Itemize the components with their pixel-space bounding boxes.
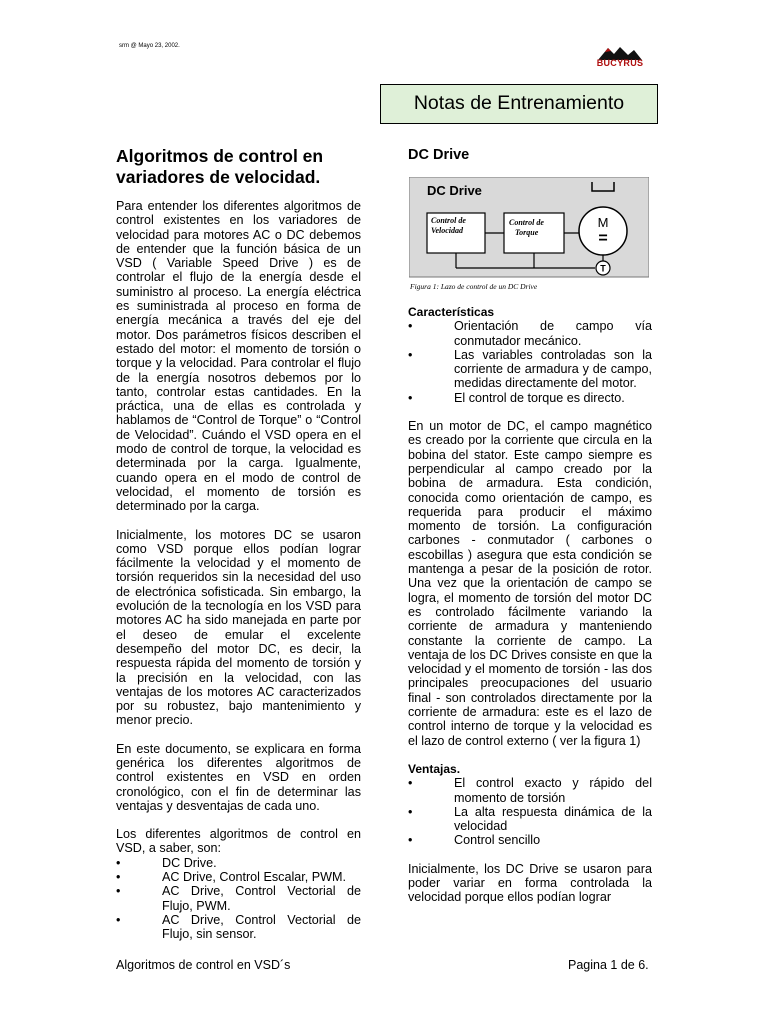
advantages-heading: Ventajas. <box>408 761 461 776</box>
tachometer-label: T <box>600 263 606 274</box>
logo-text: BUCYRUS <box>596 58 644 68</box>
bullet-icon: • <box>408 804 413 819</box>
list-item: • AC Drive, Control Vectorial de Flujo, sin sensor. <box>116 912 361 942</box>
header-date-note: srm @ Mayo 23, 2002. <box>119 43 180 49</box>
paragraph: Inicialmente, los DC Drive se usaron para poder variar en forma controlada la velocidad porque ellos podían lograr <box>408 861 652 905</box>
footer-title: Algoritmos de control en VSD´s <box>116 958 291 972</box>
bucyrus-logo <box>594 46 646 68</box>
bullet-icon: • <box>116 870 121 885</box>
dc-drive-figure <box>409 177 649 284</box>
figure-caption: Figura 1: Lazo de control de un DC Drive <box>410 282 538 291</box>
bullet-icon: • <box>408 833 413 848</box>
list-item: • AC Drive, Control Vectorial de Flujo, PWM. <box>116 884 361 913</box>
page-number: Pagina 1 de 6. <box>568 958 649 972</box>
speed-control-label-2: Velocidad <box>431 226 463 235</box>
torque-control-label-2: Torque <box>515 228 539 237</box>
left-column <box>116 199 361 942</box>
list-item: • El control de torque es directo. <box>408 390 625 405</box>
list-item: • DC Drive. <box>116 855 217 870</box>
bullet-icon: • <box>408 390 413 405</box>
paragraph: Para entender los diferentes algoritmos de control existentes en los variadores de velocidad para motores AC o DC debemos de entender que la función básica de un VSD ( Variable Speed Drive ) es de controlar el flujo de la energía desde el suministro al proceso. La energía eléctrica es suministrada al proceso en forma de energía mecánica a través del eje del motor. Dos parámetros físicos describen el estado del motor: el momento de torsión o torque y la velocidad. Para controlar el flujo de la energía nosotros debemos por lo tanto, controlar estas cantidades. En la práctica, una de ellas es controlada y hablamos de “Control de Torque” o “Control de Velocidad”. Cuándo el VSD opera en el modo de control de torque, la velocidad es determinada por la carga. Igualmente, cuando opera en el modo de control de velocidad, el momento de torsión es determinado por la carga. <box>116 199 361 514</box>
paragraph: En un motor de DC, el campo magnético es creado por la corriente que circula en la bobina del stator. Este campo siempre es perpendicular al campo creado por la bobina de armadura. Esta condición, conocida como orientación de campo, es requerida para producir el máximo momento de torsión. La configuración carbones - conmutador ( carbones o escobillas ) asegura que esta condición se mantenga a pesar de la posición de rotor. Una vez que la orientación de campo se logra, el momento de torsión del motor DC es controlado fácilmente variando la corriente de armadura y manteniendo constante la corriente de campo. La ventaja de los DC Drives consiste en que la velocidad y el momento de torsión - las dos principales preocupaciones del usuario final - son controlados directamente por la corriente de armadura: este es el lazo de control interno de torque y la velocidad es el lazo de control externo ( ver la figura 1) <box>408 419 652 748</box>
paragraph: En este documento, se explicara en forma genérica los diferentes algoritmos de control existentes en VSD en orden cronológico, con el fin de determinar las ventajas y desventajas de cada uno. <box>116 741 361 813</box>
list-item: • Las variables controladas son la corriente de armadura y de campo, medidas directamente del motor. <box>408 347 652 391</box>
motor-dc-symbol: = <box>598 230 608 247</box>
characteristics-heading: Características <box>408 305 495 319</box>
notes-box-label: Notas de Entrenamiento <box>413 92 625 114</box>
torque-control-label-1: Control de <box>509 218 544 227</box>
bullet-icon: • <box>116 855 121 870</box>
motor-letter: M <box>597 215 609 230</box>
list-item: • La alta respuesta dinámica de la velocidad <box>408 804 652 834</box>
list-item: • AC Drive, Control Escalar, PWM. <box>116 870 347 885</box>
right-column <box>408 305 652 905</box>
paragraph: Los diferentes algoritmos de control en VSD, a saber, son: <box>116 827 361 856</box>
notes-box <box>380 84 658 124</box>
bullet-icon: • <box>408 776 413 791</box>
list-item: • Control sencillo <box>408 833 541 848</box>
section-title: DC Drive <box>408 147 470 163</box>
paragraph: Inicialmente, los motores DC se usaron como VSD porque ellos podían lograr fácilmente la velocidad y el momento de torsión requeridos sin la necesidad del uso de electrónica sofisticada. Sin embargo, la evolución de la tecnología en los VSD para motores AC ha sido manejada en parte por el deseo de emular el excelente desempeño del motor DC, es decir, la respuesta rápida del momento de torsión y la precisión en la velocidad, con las ventajas de los motores AC caracterizados por su robustez, bajo mantenimiento y menor precio. <box>116 527 361 728</box>
speed-control-label-1: Control de <box>431 216 466 225</box>
bullet-icon: • <box>116 884 121 899</box>
dc-drive-diagram <box>409 177 649 284</box>
bullet-icon: • <box>408 347 413 362</box>
list-item: • Orientación de campo vía conmutador mecánico. <box>408 319 652 348</box>
bullet-icon: • <box>408 319 413 334</box>
figure-title: DC Drive <box>427 183 482 198</box>
bullet-icon: • <box>116 912 121 927</box>
document-title: Algoritmos de control en variadores de velocidad. <box>116 146 324 187</box>
list-item: • El control exacto y rápido del momento de torsión <box>408 776 652 805</box>
